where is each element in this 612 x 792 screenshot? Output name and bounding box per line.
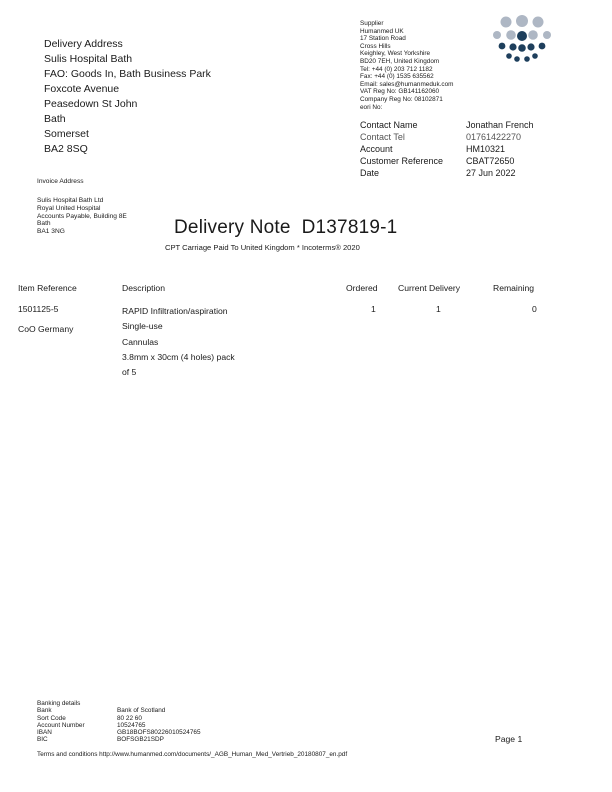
- delivery-address-line: FAO: Goods In, Bath Business Park: [44, 68, 211, 80]
- banking-value: BOFSGB21SDP: [117, 736, 164, 744]
- header-item-reference: Item Reference: [18, 283, 77, 293]
- detail-row-date: [360, 167, 534, 179]
- country-of-origin: CoO Germany: [18, 324, 74, 334]
- supplier-line: Cross Hills: [360, 42, 391, 50]
- header-current-delivery: Current Delivery: [398, 283, 461, 293]
- banking-label: Account Number: [37, 721, 85, 729]
- banking-heading: Banking details: [37, 700, 81, 707]
- invoice-address-line: Sulis Hospital Bath Ltd: [37, 197, 104, 204]
- remaining-quantity: 0: [532, 304, 537, 314]
- delivery-address-block: [44, 37, 211, 157]
- delivery-address-line: Bath: [44, 113, 66, 125]
- header-remaining: Remaining: [493, 283, 535, 293]
- document-title: Delivery Note D137819-1: [174, 217, 398, 238]
- page-number: Page 1: [495, 734, 523, 744]
- incoterms-subtitle: CPT Carriage Paid To United Kingdom * Incoterms® 2020: [165, 243, 360, 252]
- delivery-address-line: Sulis Hospital Bath: [44, 53, 133, 65]
- banking-label: Sort Code: [37, 714, 66, 722]
- supplier-eori: eori No:: [360, 103, 383, 111]
- delivery-address-heading: Delivery Address: [44, 38, 123, 50]
- detail-value: CBAT72650: [466, 156, 515, 166]
- supplier-vat: VAT Reg No: GB141162060: [360, 88, 440, 96]
- banking-row: [37, 736, 201, 743]
- banking-value: 10524765: [117, 721, 146, 729]
- banking-row: [37, 715, 201, 722]
- supplier-email: Email: sales@humanmeduk.com: [360, 80, 454, 88]
- invoice-address-line: Royal United Hospital: [37, 204, 101, 212]
- banking-details: [37, 700, 201, 744]
- ordered-quantity: 1: [371, 304, 376, 314]
- invoice-address-line: Accounts Payable, Building 8E: [37, 212, 127, 220]
- supplier-heading: Supplier: [360, 20, 384, 27]
- description-line: 3.8mm x 30cm (4 holes) pack: [122, 351, 235, 362]
- delivery-address-line: Somerset: [44, 128, 89, 140]
- banking-label: Bank: [37, 707, 52, 715]
- description-line: of 5: [122, 367, 137, 378]
- supplier-company-reg: Company Reg No: 08102871: [360, 95, 443, 103]
- detail-label: Account: [360, 144, 393, 154]
- delivery-address-line: Peasedown St John: [44, 98, 138, 110]
- description-line: RAPID Infiltration/aspiration: [122, 306, 228, 316]
- banking-row: [37, 729, 201, 736]
- detail-row-contact-tel: [360, 131, 534, 143]
- banking-value: GB18BOFS80226010524765: [117, 729, 201, 737]
- delivery-address-line: Foxcote Avenue: [44, 83, 120, 95]
- order-details: [360, 119, 534, 179]
- banking-label: BIC: [37, 736, 48, 744]
- invoice-address-heading: Invoice Address: [37, 178, 84, 185]
- detail-row-customer-reference: [360, 155, 534, 167]
- detail-label: Contact Name: [360, 120, 418, 130]
- detail-label: Date: [360, 168, 380, 178]
- banking-row: [37, 722, 201, 729]
- logo-dots: [493, 15, 551, 62]
- humanmed-logo: [492, 14, 552, 66]
- detail-value: 01761422270: [466, 132, 522, 142]
- detail-value: Jonathan French: [466, 120, 534, 130]
- supplier-line: Humanmed UK: [360, 27, 404, 35]
- banking-value: 80 22 60: [117, 714, 142, 722]
- delivery-address-line: BA2 8SQ: [44, 143, 88, 155]
- current-delivery-quantity: 1: [436, 304, 441, 314]
- invoice-address-line: Bath: [37, 220, 51, 228]
- supplier-line: BD20 7EH, United Kingdom: [360, 57, 440, 65]
- header-ordered: Ordered: [346, 283, 378, 293]
- detail-value: 27 Jun 2022: [466, 168, 516, 178]
- description-line: Single-use: [122, 321, 163, 332]
- supplier-line: Keighley, West Yorkshire: [360, 50, 431, 58]
- invoice-address-block: [37, 197, 127, 236]
- detail-row-account: [360, 143, 534, 155]
- detail-label: Contact Tel: [360, 132, 405, 142]
- description-line: Cannulas: [122, 336, 159, 347]
- invoice-address-line: BA1 3NG: [37, 228, 65, 236]
- terms-label: Terms and conditions: [37, 751, 98, 758]
- banking-row: [37, 707, 201, 714]
- supplier-fax: Fax: +44 (0) 1535 635562: [360, 73, 434, 81]
- supplier-tel: Tel: +44 (0) 203 712 1182: [360, 65, 433, 73]
- supplier-line: 17 Station Road: [360, 35, 406, 43]
- terms-and-conditions: [37, 751, 347, 758]
- banking-value: Bank of Scotland: [117, 707, 166, 715]
- detail-row-contact-name: [360, 119, 534, 131]
- header-description: Description: [122, 283, 165, 293]
- supplier-block: [360, 20, 454, 111]
- terms-link[interactable]: http://www.humanmed.com/documents/_AGB_Human_Med_Vertrieb_20180807_en.pdf: [99, 751, 348, 758]
- banking-label: IBAN: [37, 729, 52, 737]
- detail-label: Customer Reference: [360, 156, 444, 166]
- item-reference: 1501125-5: [18, 304, 59, 314]
- detail-value: HM10321: [466, 144, 506, 154]
- item-description: [122, 304, 235, 380]
